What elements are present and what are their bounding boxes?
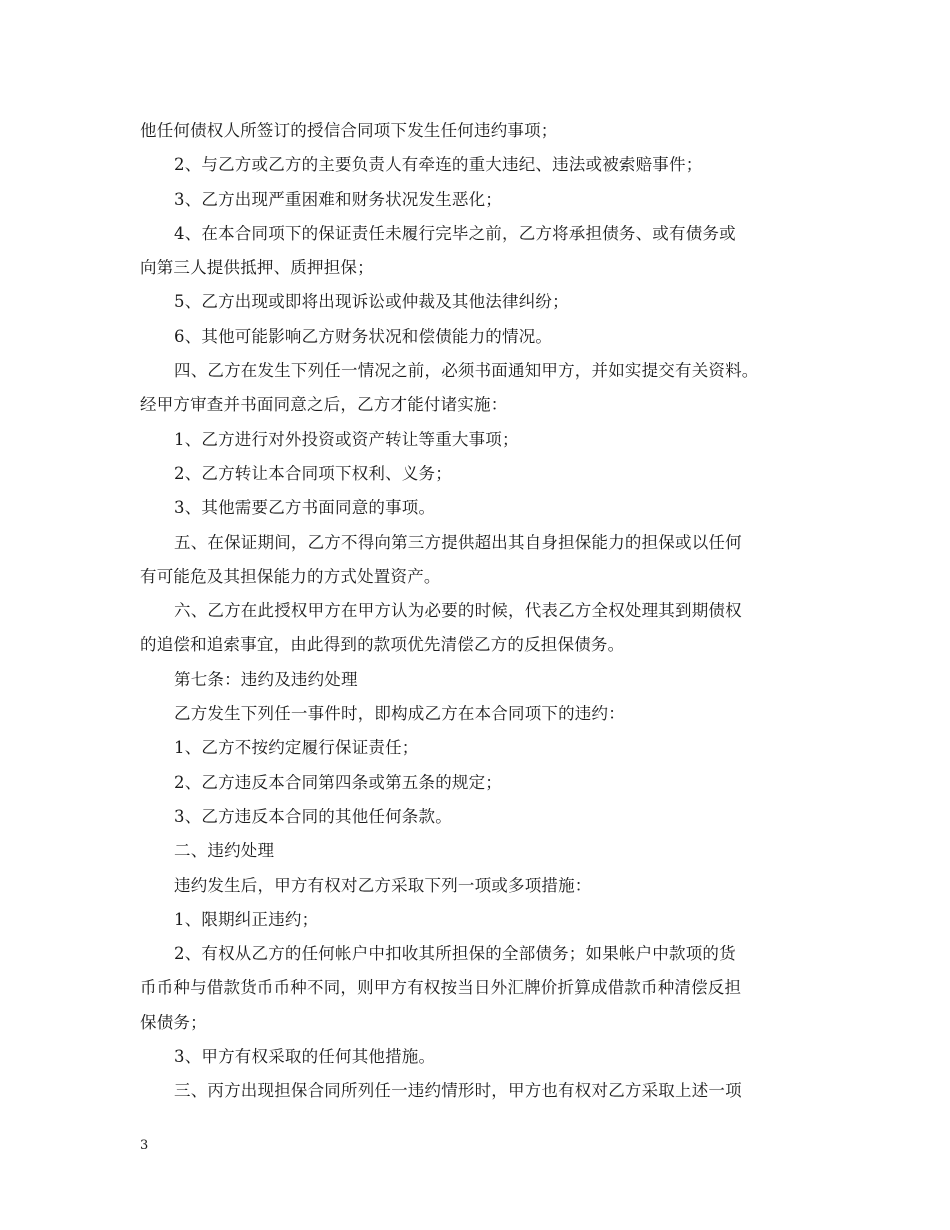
text-line: 违约发生后，甲方有权对乙方采取下列一项或多项措施： bbox=[174, 875, 592, 895]
text-line: 乙方发生下列任一事件时，即构成乙方在本合同项下的违约： bbox=[174, 704, 625, 724]
text-line: 2、乙方违反本合同第四条或第五条的规定； bbox=[174, 772, 502, 792]
text-line: 3、乙方违反本合同的其他任何条款。 bbox=[174, 806, 452, 826]
page-number: 3 bbox=[140, 1138, 149, 1153]
text-line: 币币种与借款货币币种不同，则甲方有权按当日外汇牌价折算成借款币种清偿反担 bbox=[140, 978, 742, 998]
text-line: 5、乙方出现或即将出现诉讼或仲裁及其他法律纠纷； bbox=[174, 292, 569, 312]
text-line: 2、乙方转让本合同项下权利、义务； bbox=[174, 463, 452, 483]
text-line: 2、有权从乙方的任何帐户中扣收其所担保的全部债务；如果帐户中款项的货 bbox=[174, 944, 736, 964]
text-line: 向第三人提供抵押、质押担保； bbox=[140, 258, 374, 278]
text-line: 三、丙方出现担保合同所列任一违约情形时，甲方也有权对乙方采取上述一项 bbox=[174, 1081, 742, 1101]
text-line: 3、甲方有权采取的任何其他措施。 bbox=[174, 1047, 436, 1067]
document-body bbox=[140, 114, 830, 1109]
text-line: 1、乙方进行对外投资或资产转让等重大事项； bbox=[174, 429, 519, 449]
text-line: 四、乙方在发生下列任一情况之前，必须书面通知甲方，并如实提交有关资料。 bbox=[174, 361, 759, 381]
text-line: 6、其他可能影响乙方财务状况和偿债能力的情况。 bbox=[174, 326, 553, 346]
text-line: 4、在本合同项下的保证责任未履行完毕之前，乙方将承担债务、或有债务或 bbox=[174, 223, 736, 243]
text-line: 3、其他需要乙方书面同意的事项。 bbox=[174, 498, 436, 518]
section-heading: 第七条：违约及违约处理 bbox=[174, 669, 358, 689]
text-line: 3、乙方出现严重困难和财务状况发生恶化； bbox=[174, 189, 502, 209]
section-heading: 二、违约处理 bbox=[174, 841, 275, 861]
text-line: 五、在保证期间，乙方不得向第三方提供超出其自身担保能力的担保或以任何 bbox=[174, 532, 742, 552]
text-line: 1、限期纠正违约； bbox=[174, 909, 319, 929]
text-line: 六、乙方在此授权甲方在甲方认为必要的时候，代表乙方全权处理其到期债权 bbox=[174, 601, 742, 621]
text-line: 他任何债权人所签订的授信合同项下发生任何违约事项； bbox=[140, 121, 558, 140]
text-line: 经甲方审查并书面同意之后，乙方才能付诸实施： bbox=[140, 395, 508, 415]
text-line: 保债务； bbox=[140, 1012, 207, 1032]
text-line: 有可能危及其担保能力的方式处置资产。 bbox=[140, 566, 441, 586]
text-line: 的追偿和追索事宜，由此得到的款项优先清偿乙方的反担保债务。 bbox=[140, 635, 625, 655]
text-line: 1、乙方不按约定履行保证责任； bbox=[174, 738, 419, 758]
text-line: 2、与乙方或乙方的主要负责人有牵连的重大违纪、违法或被索赔事件； bbox=[174, 155, 703, 175]
